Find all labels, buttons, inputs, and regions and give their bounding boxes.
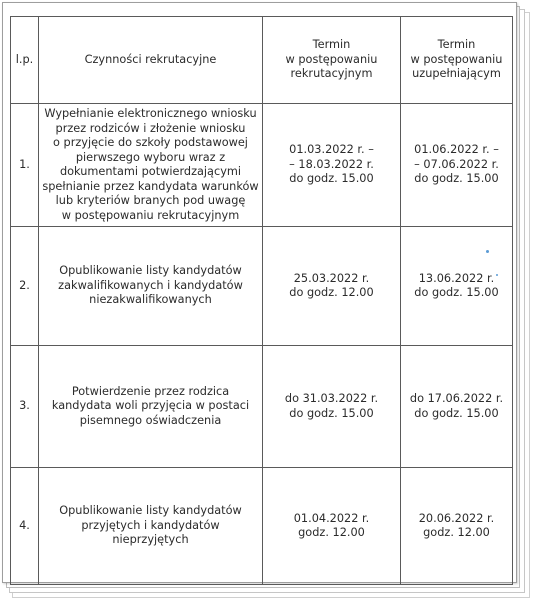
row-number: 4. [11,468,39,585]
row-term-supplementary: 01.06.2022 r. – – 07.06.2022 r. do godz. 15.00 [401,104,513,227]
row-term-supplementary: 13.06.2022 r. do godz. 15.00 [401,227,513,346]
row-term-main: 01.03.2022 r. – – 18.03.2022 r. do godz. 15.00 [263,104,401,227]
row-activity: Opublikowanie listy kandydatów przyjętych i kandydatów nieprzyjętych [39,468,263,585]
row-number: 1. [11,104,39,227]
row-term-supplementary: 20.06.2022 r. godz. 12.00 [401,468,513,585]
recruitment-schedule-table [10,16,513,585]
row-activity: Opublikowanie listy kandydatów zakwalifikowanych i kandydatów niezakwalifikowanych [39,227,263,346]
header-lp: l.p. [11,17,39,104]
row-activity: Potwierdzenie przez rodzica kandydata woli przyjęcia w postaci pisemnego oświadczenia [39,346,263,468]
row-term-main: 01.04.2022 r. godz. 12.00 [263,468,401,585]
row-number: 3. [11,346,39,468]
header-term-main: Termin w postępowaniu rekrutacyjnym [263,17,401,104]
document-page [2,2,517,583]
table-row [11,468,513,585]
table-row [11,346,513,468]
table-row [11,104,513,227]
header-activity: Czynności rekrutacyjne [39,17,263,104]
ink-speck [486,250,489,253]
row-number: 2. [11,227,39,346]
table-header-row [11,17,513,104]
row-term-main: 25.03.2022 r. do godz. 12.00 [263,227,401,346]
row-term-supplementary: do 17.06.2022 r. do godz. 15.00 [401,346,513,468]
row-term-main: do 31.03.2022 r. do godz. 15.00 [263,346,401,468]
header-term-supplementary: Termin w postępowaniu uzupełniającym [401,17,513,104]
ink-speck [496,274,498,276]
table-row [11,227,513,346]
row-activity: Wypełnianie elektronicznego wniosku przez rodziców i złożenie wniosku o przyjęcie do szkoły podstawowej pierwszego wyboru wraz z dokumentami potwierdzającymi spełnianie przez kandydata warunków lub kryteriów branych pod uwagę w postępowaniu rekrutacyjnym [39,104,263,227]
